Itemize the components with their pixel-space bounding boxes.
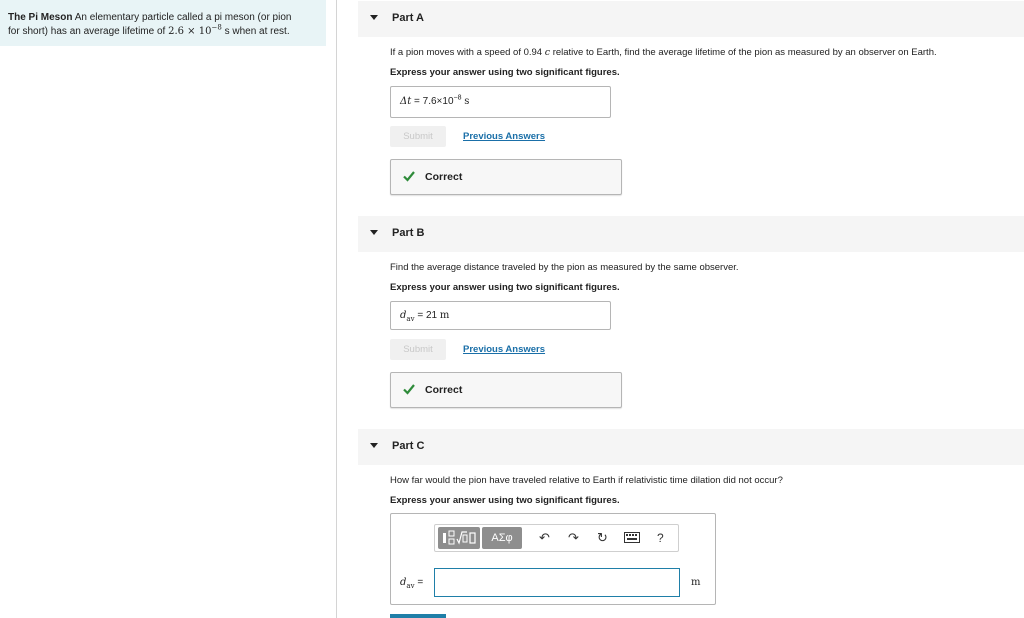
redo-icon[interactable]: ↷ (568, 530, 579, 545)
problem-title: The Pi Meson (8, 12, 73, 23)
column-divider (336, 0, 337, 618)
part-a-submit-button[interactable]: Submit (390, 126, 446, 147)
keyboard-icon[interactable] (624, 532, 640, 546)
part-a-answer-field[interactable] (390, 86, 611, 118)
part-c-answer-unit: m (691, 577, 701, 588)
part-c-answer-input[interactable] (434, 568, 680, 597)
part-c-header[interactable] (358, 429, 1024, 465)
undo-icon[interactable]: ↶ (539, 530, 550, 545)
part-c-answer-editor (390, 513, 716, 605)
part-b-submit-button[interactable]: Submit (390, 339, 446, 360)
templates-button[interactable] (438, 527, 480, 549)
collapse-caret-icon[interactable] (370, 443, 378, 448)
collapse-caret-icon[interactable] (370, 15, 378, 20)
part-a-question: If a pion moves with a speed of 0.94 c relative to Earth, find the average lifetime of the pion as measured by an observer on Earth. (390, 47, 937, 58)
part-c-title: Part C (392, 440, 425, 452)
part-b-answer-field[interactable] (390, 301, 611, 330)
part-b-title: Part B (392, 227, 425, 239)
part-b-previous-answers-link[interactable]: Previous Answers (463, 344, 546, 355)
lifetime-mantissa: 2.6 × 10 (168, 26, 212, 37)
part-c-answer-label: $d_{av}$ = (400, 577, 424, 590)
part-c-submit-button[interactable] (390, 614, 446, 618)
part-c-instruction: Express your answer using two significant figures. (390, 495, 620, 506)
part-c-question: How far would the pion have traveled relative to Earth if relativistic time dilation did not occur? (390, 475, 783, 486)
part-a-header[interactable] (358, 1, 1024, 37)
problem-line1: An elementary particle called a pi meson (or pion (74, 12, 292, 23)
part-a-title: Part A (392, 12, 424, 24)
templates-icon (440, 529, 478, 547)
help-icon[interactable]: ? (657, 531, 664, 545)
part-a-previous-answers-link[interactable]: Previous Answers (463, 131, 546, 142)
part-a-instruction: Express your answer using two significant figures. (390, 67, 620, 78)
part-a-feedback: Correct (390, 159, 622, 195)
part-b-header[interactable] (358, 216, 1024, 252)
part-b-feedback: Correct (390, 372, 622, 408)
math-toolbar (434, 524, 679, 552)
part-b-answer-expression: $d_{av} = 21$ m (400, 310, 450, 323)
problem-line2-post: s when at rest. (224, 26, 290, 37)
checkmark-icon (403, 383, 415, 395)
checkmark-icon (403, 170, 415, 182)
lifetime-exponent: −8 (211, 23, 222, 32)
part-b-question: Find the average distance traveled by the pion as measured by the same observer. (390, 262, 739, 273)
reset-icon[interactable]: ↻ (597, 530, 608, 545)
part-a-answer-expression: $\Delta t = 7.6\times 10^{-8}$ s (400, 94, 470, 107)
collapse-caret-icon[interactable] (370, 230, 378, 235)
problem-statement (0, 0, 326, 46)
greek-symbols-button[interactable]: ΑΣφ (482, 527, 522, 549)
problem-line2-pre: for short) has an average lifetime of (8, 26, 166, 37)
part-b-instruction: Express your answer using two significant figures. (390, 282, 620, 293)
